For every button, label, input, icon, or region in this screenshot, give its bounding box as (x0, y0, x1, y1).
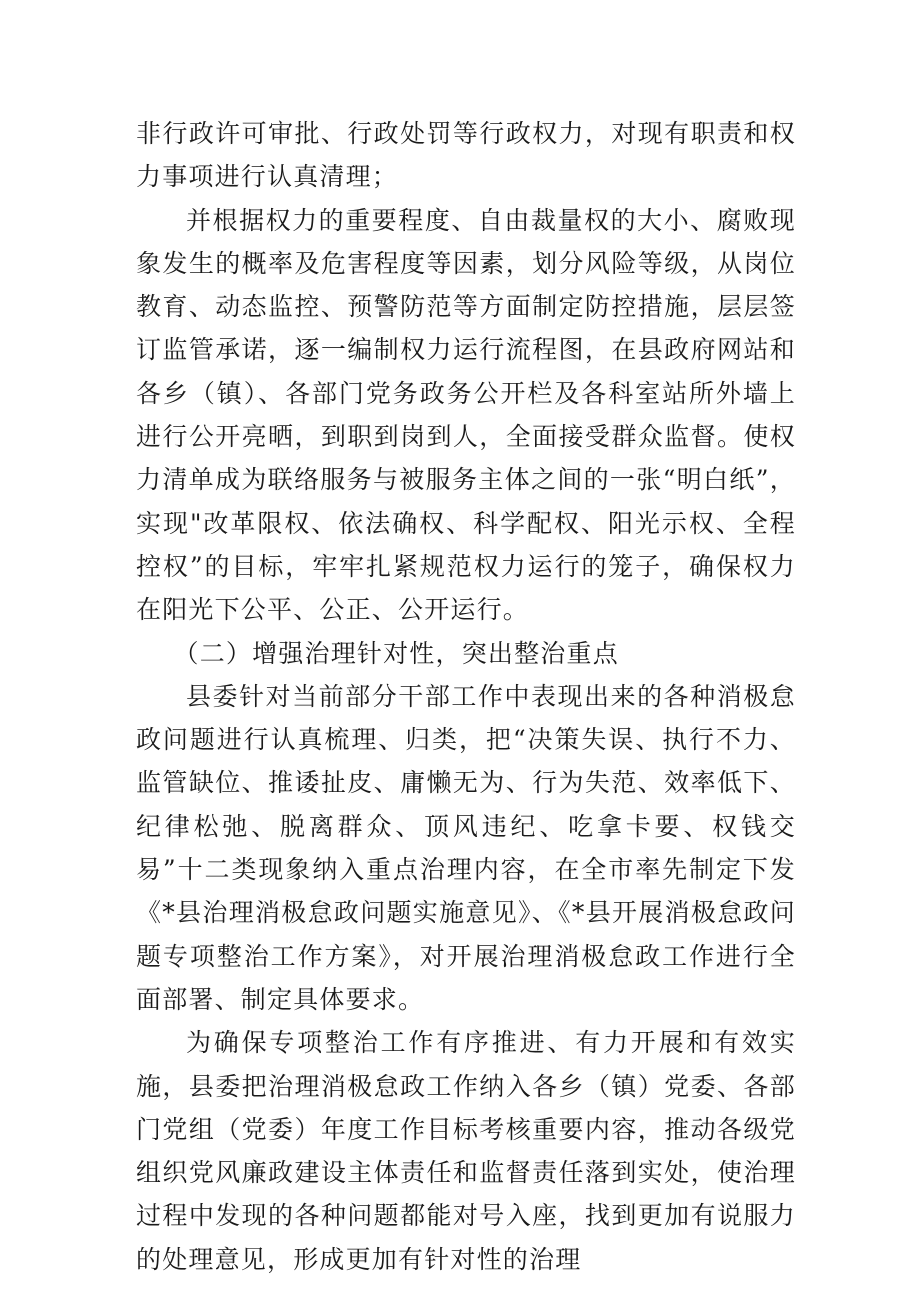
paragraph-continued: 非行政许可审批、行政处罚等行政权力，对现有职责和权力事项进行认真清理； (136, 119, 796, 192)
paragraph-rectification-focus: 县委针对当前部分干部工作中表现出来的各种消极怠政问题进行认真梳理、归类，把“决策失误、执行不力、监管缺位、推诿扯皮、庸懒无为、行为失范、效率低下、纪律松弛、脱离群众、顶风违纪、吃拿卡要、权钱交易”十二类现象纳入重点治理内容，在全市率先制定下发《*县治理消极怠政问题实施意见》、《*县开展消极怠政问题专项整治工作方案》，对开展治理消极怠政工作进行全面部署、制定具体要求。 (136, 681, 796, 1014)
paragraph-implementation: 为确保专项整治工作有序推进、有力开展和有效实施，县委把治理消极怠政工作纳入各乡（镇）党委、各部门党组（党委）年度工作目标考核重要内容，推动各级党组织党风廉政建设主体责任和监督责任落到实处，使治理过程中发现的各种问题都能对号入座，找到更加有说服力的处理意见，形成更加有针对性的治理 (136, 1028, 796, 1274)
paragraph-risk-control: 并根据权力的重要程度、自由裁量权的大小、腐败现象发生的概率及危害程度等因素，划分风险等级，从岗位教育、动态监控、预警防范等方面制定防控措施，层层签订监管承诺，逐一编制权力运行流程图，在县政府网站和各乡（镇）、各部门党务政务公开栏及各科室站所外墙上进行公开亮晒，到职到岗到人，全面接受群众监督。使权力清单成为联络服务与被服务主体之间的一张“明白纸”，实现"改革限权、依法确权、科学配权、阳光示权、全程控权”的目标，牢牢扎紧规范权力运行的笼子，确保权力在阳光下公平、公正、公开运行。 (136, 205, 796, 625)
section-heading: （二）增强治理针对性，突出整治重点 (173, 638, 619, 668)
document-body (136, 112, 796, 1281)
